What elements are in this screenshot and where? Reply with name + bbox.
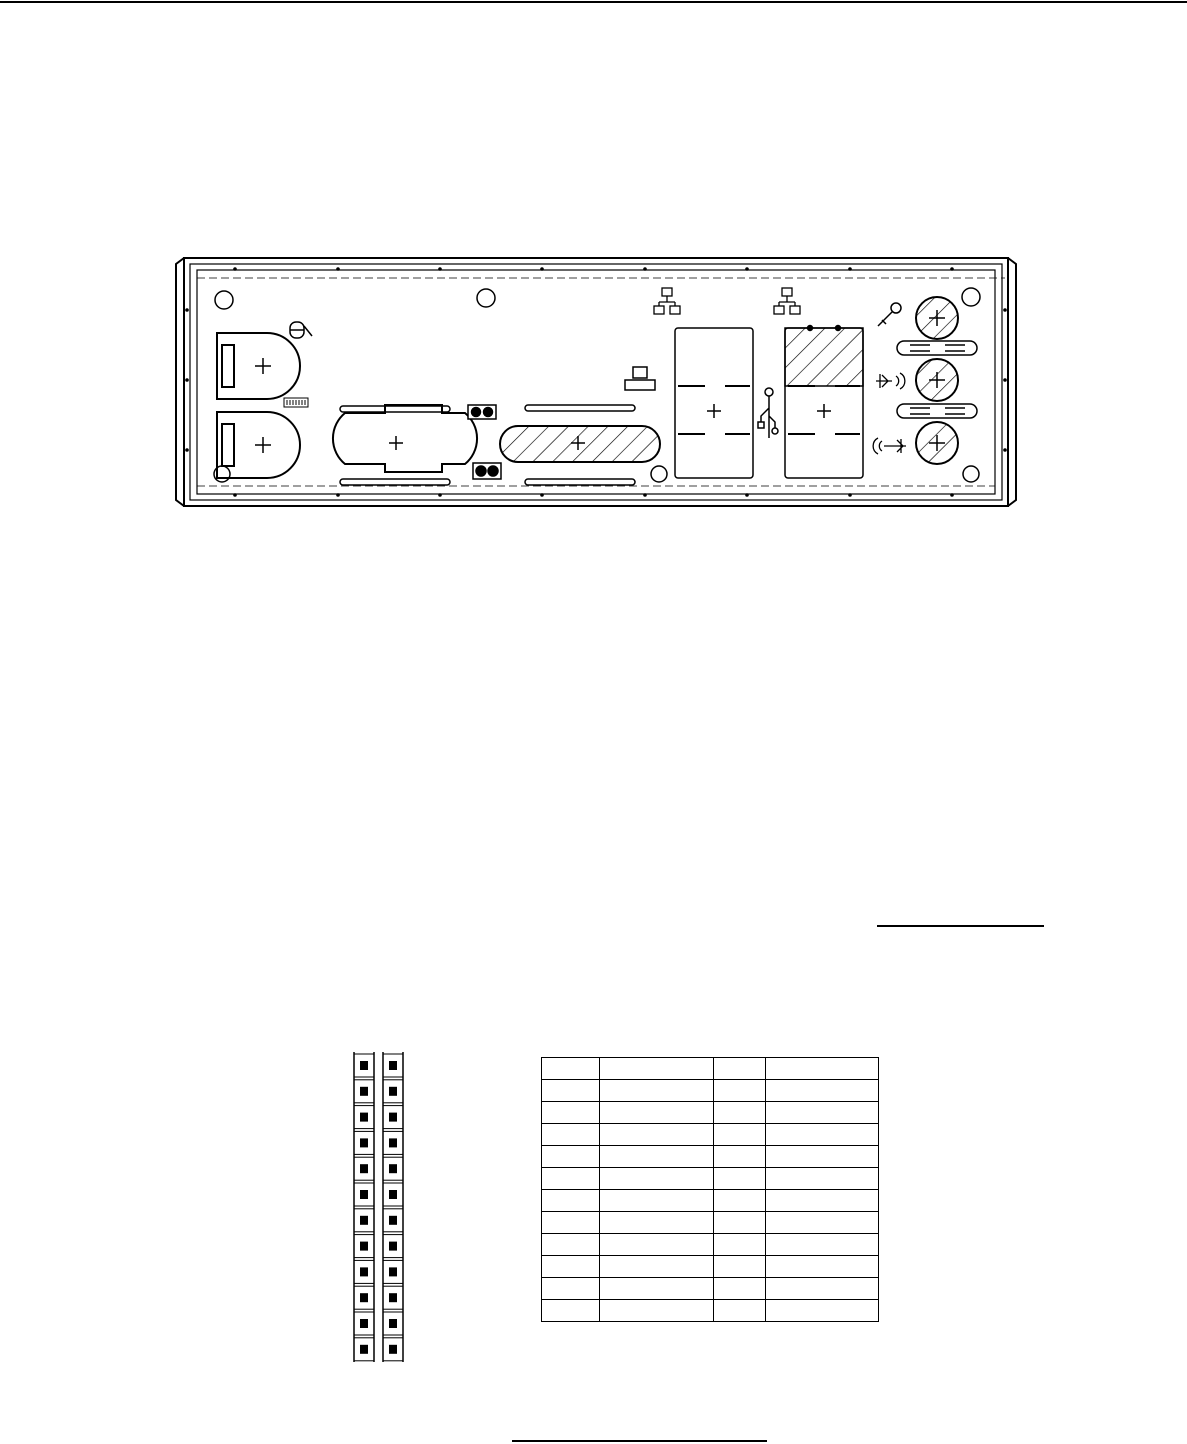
table-row xyxy=(542,1256,879,1278)
table-cell xyxy=(714,1058,766,1080)
table-cell xyxy=(714,1124,766,1146)
pin xyxy=(389,1345,397,1354)
table-cell xyxy=(714,1212,766,1234)
table-cell xyxy=(766,1058,879,1080)
top-rule xyxy=(0,1,1187,3)
table-cell xyxy=(600,1212,714,1234)
table-cell xyxy=(766,1234,879,1256)
table-cell xyxy=(714,1190,766,1212)
speaker-icon xyxy=(876,373,905,389)
table-cell xyxy=(542,1124,600,1146)
table-cell xyxy=(600,1234,714,1256)
table-cell xyxy=(766,1300,879,1322)
table-cell xyxy=(766,1102,879,1124)
table-row xyxy=(542,1080,879,1102)
table-cell xyxy=(714,1168,766,1190)
ps2-mouse-port xyxy=(217,333,300,399)
network-icon xyxy=(774,288,800,314)
pin xyxy=(360,1267,368,1276)
pin xyxy=(389,1061,397,1070)
pin xyxy=(360,1138,368,1147)
table-cell xyxy=(542,1234,600,1256)
table-cell xyxy=(542,1278,600,1300)
pin xyxy=(389,1190,397,1199)
table-row xyxy=(542,1168,879,1190)
usb-icon xyxy=(758,388,778,438)
table-cell xyxy=(600,1190,714,1212)
pin xyxy=(389,1087,397,1096)
table-cell xyxy=(600,1102,714,1124)
table-cell xyxy=(766,1212,879,1234)
table-cell xyxy=(542,1080,600,1102)
table-cell xyxy=(714,1278,766,1300)
lan-usb-stack-1 xyxy=(675,328,753,478)
table-cell xyxy=(766,1190,879,1212)
table-cell xyxy=(600,1080,714,1102)
table-cell xyxy=(766,1168,879,1190)
ps2-keyboard-port xyxy=(217,412,300,478)
jumper-icon xyxy=(468,405,501,479)
shield-frame xyxy=(176,258,1016,506)
table-cell xyxy=(542,1058,600,1080)
table-row xyxy=(542,1212,879,1234)
table-cell xyxy=(714,1102,766,1124)
table-cell xyxy=(542,1102,600,1124)
table-cell xyxy=(600,1256,714,1278)
table-cell xyxy=(714,1256,766,1278)
section-underline xyxy=(877,925,1044,927)
table-row xyxy=(542,1278,879,1300)
table-cell xyxy=(714,1080,766,1102)
serial-port xyxy=(333,405,477,485)
pin xyxy=(360,1164,368,1173)
pin xyxy=(360,1190,368,1199)
pin xyxy=(360,1345,368,1354)
keyboard-icon xyxy=(284,398,308,407)
pin xyxy=(360,1242,368,1251)
table-cell xyxy=(542,1256,600,1278)
pin xyxy=(389,1138,397,1147)
table-row xyxy=(542,1234,879,1256)
pin xyxy=(389,1164,397,1173)
table-cell xyxy=(766,1278,879,1300)
network-icon xyxy=(654,288,680,314)
pin xyxy=(389,1113,397,1122)
table-cell xyxy=(542,1300,600,1322)
vga-port xyxy=(500,405,660,485)
table-cell xyxy=(600,1168,714,1190)
lan-usb-stack-2 xyxy=(785,326,863,479)
pin xyxy=(389,1319,397,1328)
table-cell xyxy=(714,1146,766,1168)
table-cell xyxy=(600,1146,714,1168)
table-cell xyxy=(600,1124,714,1146)
audio-line-out xyxy=(916,359,958,401)
table-cell xyxy=(542,1212,600,1234)
table-row xyxy=(542,1146,879,1168)
table-cell xyxy=(766,1080,879,1102)
table-cell xyxy=(766,1256,879,1278)
microphone-icon xyxy=(878,303,901,326)
table-cell xyxy=(600,1058,714,1080)
table-cell xyxy=(542,1146,600,1168)
monitor-icon xyxy=(625,367,655,390)
table-cell xyxy=(542,1190,600,1212)
pin xyxy=(389,1293,397,1302)
table-cell xyxy=(766,1146,879,1168)
pin xyxy=(389,1242,397,1251)
table-cell xyxy=(766,1124,879,1146)
table-row xyxy=(542,1300,879,1322)
table-cell xyxy=(542,1168,600,1190)
pin xyxy=(389,1216,397,1225)
table-cell xyxy=(600,1278,714,1300)
line-in-icon xyxy=(873,438,906,454)
pin-header-diagram xyxy=(350,1052,410,1362)
pin xyxy=(360,1319,368,1328)
pin-assignment-table xyxy=(541,1057,879,1322)
pin xyxy=(389,1267,397,1276)
pin-grid xyxy=(354,1052,403,1362)
table-row xyxy=(542,1190,879,1212)
table-row xyxy=(542,1102,879,1124)
section-underline xyxy=(512,1440,767,1442)
table-row xyxy=(542,1124,879,1146)
audio-line-in xyxy=(916,422,958,464)
audio-mic-in xyxy=(916,297,958,339)
table-row xyxy=(542,1058,879,1080)
pin xyxy=(360,1113,368,1122)
table-cell xyxy=(714,1300,766,1322)
table-cell xyxy=(714,1234,766,1256)
pin xyxy=(360,1061,368,1070)
io-shield-diagram xyxy=(170,250,1020,512)
pin xyxy=(360,1293,368,1302)
mouse-icon xyxy=(290,322,312,338)
table-cell xyxy=(600,1300,714,1322)
pin xyxy=(360,1087,368,1096)
pin xyxy=(360,1216,368,1225)
